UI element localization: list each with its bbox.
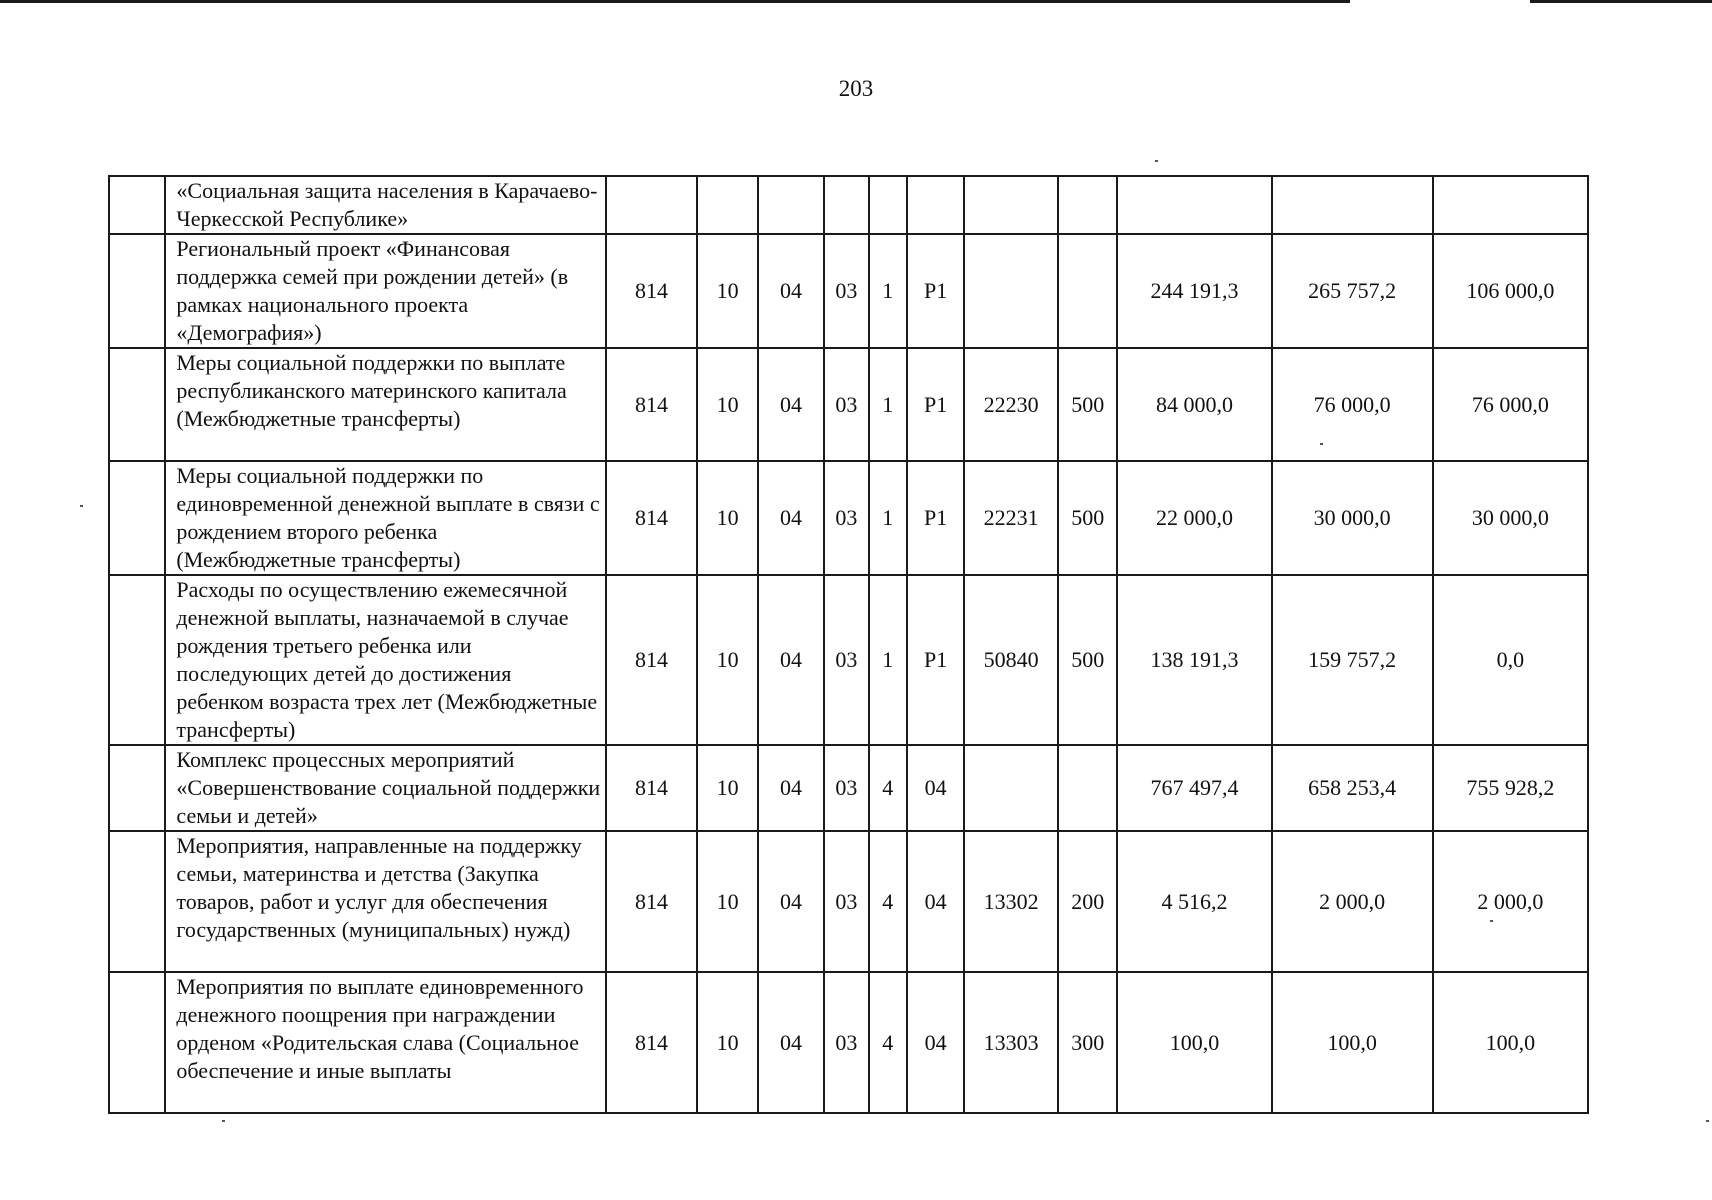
table-row	[109, 176, 1588, 234]
cell-program: 03	[824, 745, 868, 831]
table-row	[109, 461, 1588, 575]
cell-section: 10	[697, 348, 757, 461]
row-number-cell	[109, 575, 165, 745]
row-description: «Социальная защита населения в Карачаево-Черкесской Республике»	[165, 176, 605, 234]
cell-sum-year-3: 76 000,0	[1433, 348, 1588, 461]
cell-sum-year-2: 30 000,0	[1272, 461, 1433, 575]
cell-subprogram-type: 4	[869, 831, 907, 972]
cell-code-admin: 814	[606, 234, 698, 348]
cell-subprogram-type: 1	[869, 348, 907, 461]
cell-sum-year-1: 4 516,2	[1117, 831, 1271, 972]
cell-subprogram-type: 4	[869, 972, 907, 1113]
cell-project: P1	[907, 575, 964, 745]
cell-project: 04	[907, 972, 964, 1113]
row-number-cell	[109, 234, 165, 348]
scan-speck	[80, 505, 83, 507]
cell-direction	[964, 745, 1058, 831]
cell-sum-year-1: 767 497,4	[1117, 745, 1271, 831]
cell-subprogram-type: 4	[869, 745, 907, 831]
cell-sum-year-3	[1433, 176, 1588, 234]
cell-subsection: 04	[758, 461, 824, 575]
cell-direction: 50840	[964, 575, 1058, 745]
cell-sum-year-3: 2 000,0	[1433, 831, 1588, 972]
scan-speck	[1706, 1120, 1709, 1122]
cell-sum-year-2: 265 757,2	[1272, 234, 1433, 348]
cell-expense-type	[1058, 234, 1117, 348]
cell-project: 04	[907, 745, 964, 831]
row-description: Расходы по осуществлению ежемесячной денежной выплаты, назначаемой в случае рождения третьего ребенка или последующих детей до достижения ребенком возраста трех лет (Межбюджетные трансферты)	[165, 575, 605, 745]
cell-direction	[964, 176, 1058, 234]
cell-section: 10	[697, 234, 757, 348]
cell-subprogram-type: 1	[869, 461, 907, 575]
cell-sum-year-3: 100,0	[1433, 972, 1588, 1113]
cell-section: 10	[697, 972, 757, 1113]
cell-expense-type: 200	[1058, 831, 1117, 972]
cell-direction: 13303	[964, 972, 1058, 1113]
cell-project: 04	[907, 831, 964, 972]
cell-sum-year-1: 100,0	[1117, 972, 1271, 1113]
cell-subsection: 04	[758, 745, 824, 831]
row-number-cell	[109, 348, 165, 461]
cell-program: 03	[824, 348, 868, 461]
cell-sum-year-2: 2 000,0	[1272, 831, 1433, 972]
cell-section: 10	[697, 461, 757, 575]
cell-sum-year-1: 84 000,0	[1117, 348, 1271, 461]
row-description: Региональный проект «Финансовая поддержка семей при рождении детей» (в рамках национального проекта «Демография»)	[165, 234, 605, 348]
cell-direction: 13302	[964, 831, 1058, 972]
cell-expense-type: 500	[1058, 348, 1117, 461]
cell-subprogram-type: 1	[869, 234, 907, 348]
cell-project: P1	[907, 461, 964, 575]
cell-sum-year-2: 159 757,2	[1272, 575, 1433, 745]
cell-sum-year-1: 22 000,0	[1117, 461, 1271, 575]
scan-speck	[1320, 443, 1323, 445]
cell-program: 03	[824, 972, 868, 1113]
cell-subsection	[758, 176, 824, 234]
cell-sum-year-2	[1272, 176, 1433, 234]
row-description: Комплекс процессных мероприятий «Совершенствование социальной поддержки семьи и детей»	[165, 745, 605, 831]
cell-subsection: 04	[758, 972, 824, 1113]
cell-sum-year-3: 30 000,0	[1433, 461, 1588, 575]
cell-sum-year-2: 100,0	[1272, 972, 1433, 1113]
row-number-cell	[109, 831, 165, 972]
cell-sum-year-3: 106 000,0	[1433, 234, 1588, 348]
cell-sum-year-1: 138 191,3	[1117, 575, 1271, 745]
cell-code-admin: 814	[606, 575, 698, 745]
scan-top-border-gap	[1350, 0, 1530, 3]
cell-sum-year-2: 658 253,4	[1272, 745, 1433, 831]
cell-subprogram-type	[869, 176, 907, 234]
cell-sum-year-3: 0,0	[1433, 575, 1588, 745]
cell-subprogram-type: 1	[869, 575, 907, 745]
cell-sum-year-2: 76 000,0	[1272, 348, 1433, 461]
cell-subsection: 04	[758, 575, 824, 745]
cell-direction	[964, 234, 1058, 348]
table-row	[109, 348, 1588, 461]
cell-code-admin	[606, 176, 698, 234]
cell-subsection: 04	[758, 831, 824, 972]
cell-code-admin: 814	[606, 745, 698, 831]
cell-code-admin: 814	[606, 831, 698, 972]
cell-expense-type: 300	[1058, 972, 1117, 1113]
scan-speck	[1155, 160, 1158, 162]
cell-expense-type: 500	[1058, 575, 1117, 745]
table-row	[109, 575, 1588, 745]
table-body	[109, 176, 1588, 1113]
row-description: Меры социальной поддержки по единовременной денежной выплате в связи с рождением второго ребенка (Межбюджетные трансферты)	[165, 461, 605, 575]
cell-program: 03	[824, 234, 868, 348]
cell-project	[907, 176, 964, 234]
row-number-cell	[109, 461, 165, 575]
cell-expense-type	[1058, 745, 1117, 831]
cell-code-admin: 814	[606, 461, 698, 575]
table-row	[109, 234, 1588, 348]
cell-direction: 22231	[964, 461, 1058, 575]
cell-code-admin: 814	[606, 972, 698, 1113]
cell-sum-year-3: 755 928,2	[1433, 745, 1588, 831]
table-row	[109, 745, 1588, 831]
cell-expense-type: 500	[1058, 461, 1117, 575]
cell-project: P1	[907, 348, 964, 461]
scan-speck	[222, 1120, 225, 1122]
cell-program: 03	[824, 831, 868, 972]
cell-subsection: 04	[758, 348, 824, 461]
row-description: Мероприятия, направленные на поддержку семьи, материнства и детства (Закупка товаров, работ и услуг для обеспечения государственных (муниципальных) нужд)	[165, 831, 605, 972]
table-row	[109, 831, 1588, 972]
cell-subsection: 04	[758, 234, 824, 348]
cell-project: P1	[907, 234, 964, 348]
row-number-cell	[109, 972, 165, 1113]
row-description: Мероприятия по выплате единовременного денежного поощрения при награждении орденом «Родительская слава (Социальное обеспечение и иные выплаты	[165, 972, 605, 1113]
row-number-cell	[109, 176, 165, 234]
budget-table	[108, 175, 1589, 1114]
scan-speck	[1490, 920, 1493, 922]
cell-code-admin: 814	[606, 348, 698, 461]
row-number-cell	[109, 745, 165, 831]
cell-sum-year-1: 244 191,3	[1117, 234, 1271, 348]
cell-direction: 22230	[964, 348, 1058, 461]
cell-section: 10	[697, 745, 757, 831]
cell-section	[697, 176, 757, 234]
row-description: Меры социальной поддержки по выплате республиканского материнского капитала (Межбюджетные трансферты)	[165, 348, 605, 461]
cell-program: 03	[824, 575, 868, 745]
page-number: 203	[838, 76, 874, 101]
cell-section: 10	[697, 831, 757, 972]
cell-expense-type	[1058, 176, 1117, 234]
cell-program	[824, 176, 868, 234]
table-row	[109, 972, 1588, 1113]
cell-program: 03	[824, 461, 868, 575]
cell-sum-year-1	[1117, 176, 1271, 234]
cell-section: 10	[697, 575, 757, 745]
